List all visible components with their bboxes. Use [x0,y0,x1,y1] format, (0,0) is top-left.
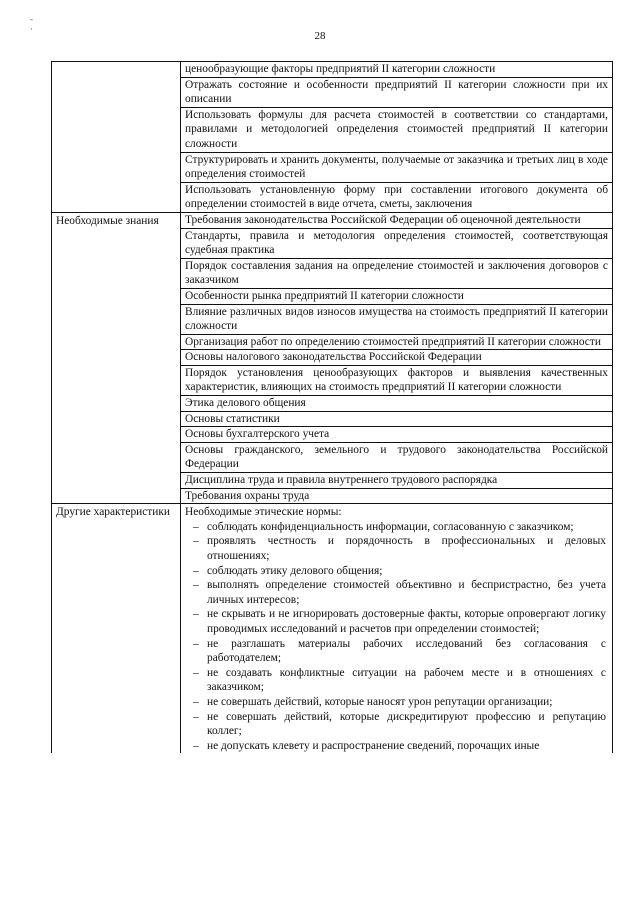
knowledge-item: Требования законодательства Российской Федерации об оценочной деятельности [181,212,613,228]
ethics-list-item: – не совершать действий, которые наносят урон репутации организации; [185,695,608,710]
ethics-list-item: – не создавать конфликтные ситуации на рабочем месте и в отношениях с заказчиком; [185,666,608,695]
page-number: 28 [314,30,326,42]
ethics-list [185,520,608,754]
skills-row [52,62,613,78]
ethics-list-item: – не скрывать и не игнорировать достоверные факты, которые опровергают логику проводимых исследований и расчетов при определении стоимостей; [185,607,608,636]
skills-item: Использовать установленную форму при составлении итогового документа об определении стоимостей в виде отчета, сметы, заключения [181,182,613,212]
knowledge-item: Особенности рынка предприятий II категории сложности [181,288,613,304]
knowledge-item: Основы налогового законодательства Российской Федерации [181,350,613,366]
knowledge-item: Основы гражданского, земельного и трудового законодательства Российской Федерации [181,442,613,472]
competency-table-body [52,62,613,754]
knowledge-item: Требования охраны труда [181,488,613,504]
knowledge-item: Дисциплина труда и правила внутреннего трудового распорядка [181,473,613,489]
knowledge-item: Основы статистики [181,411,613,427]
knowledge-item: Стандарты, правила и методология определения стоимостей, соответствующая судебная практика [181,228,613,258]
ethics-list-item: – не разглашать материалы рабочих исследований без согласования с работодателем; [185,637,608,666]
skills-label [52,62,181,213]
scan-specks: - · [30,14,33,34]
knowledge-item: Порядок установления ценообразующих факторов и выявления качественных характеристик, влияющих на стоимость предприятий II категории сложности [181,365,613,395]
skills-item: ценообразующие факторы предприятий II категории сложности [181,62,613,78]
ethics-list-item: – соблюдать конфиденциальность информации, согласованную с заказчиком; [185,520,608,535]
skills-item: Отражать состояние и особенности предприятий II категории сложности при их описании [181,77,613,107]
knowledge-item: Этика делового общения [181,396,613,412]
knowledge-item: Влияние различных видов износов имущества на стоимость предприятий II категории сложности [181,304,613,334]
skills-item: Структурировать и хранить документы, получаемые от заказчика и третьих лиц в ходе определения стоимостей [181,152,613,182]
ethics-cell [181,504,613,754]
competency-table [51,61,613,753]
ethics-list-item: – не допускать клевету и распространение сведений, порочащих иные [185,739,608,754]
ethics-list-item: – проявлять честность и порядочность в профессиональных и деловых отношениях; [185,534,608,563]
ethics-list-item: – не совершать действий, которые дискредитируют профессию и репутацию коллег; [185,710,608,739]
knowledge-item: Порядок составления задания на определение стоимостей и заключения договоров с заказчиком [181,258,613,288]
ethics-intro: Необходимые этические нормы: [185,506,342,519]
other-label: Другие характеристики [52,504,181,754]
knowledge-item: Основы бухгалтерского учета [181,427,613,443]
knowledge-label: Необходимые знания [52,212,181,503]
knowledge-item: Организация работ по определению стоимостей предприятий II категории сложности [181,334,613,350]
ethics-list-item: – соблюдать этику делового общения; [185,564,608,579]
other-row [52,504,613,754]
knowledge-row [52,212,613,228]
skills-item: Использовать формулы для расчета стоимостей в соответствии со стандартами, правилами и методологией определения стоимостей предприятий II категории сложности [181,107,613,152]
ethics-list-item: – выполнять определение стоимостей объективно и беспристрастно, без учета личных интересов; [185,578,608,607]
